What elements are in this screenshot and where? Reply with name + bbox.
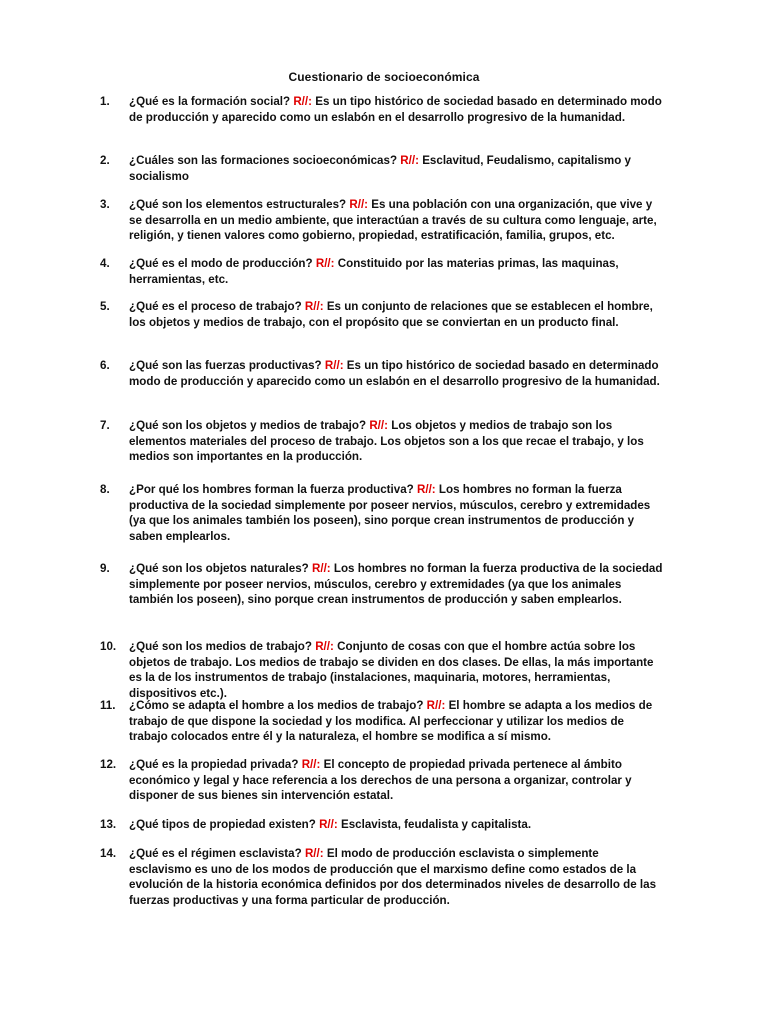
question-text: ¿Qué es el modo de producción? xyxy=(129,257,313,270)
answer-marker: R//: xyxy=(349,198,369,211)
question-number: 2. xyxy=(100,154,110,167)
question-number: 3. xyxy=(100,198,110,211)
answer-marker: R//: xyxy=(301,758,321,771)
question-item-6 xyxy=(102,358,664,389)
answer-marker: R//: xyxy=(400,154,419,167)
question-number: 4. xyxy=(100,257,110,270)
question-item-8 xyxy=(102,482,664,544)
question-number: 8. xyxy=(100,483,110,496)
question-text: ¿Por qué los hombres forman la fuerza productiva? xyxy=(129,483,414,496)
question-item-9 xyxy=(102,561,664,608)
question-text: ¿Qué son los medios de trabajo? xyxy=(129,640,312,653)
document-title: Cuestionario de socioeconómica xyxy=(288,70,480,84)
question-text: ¿Qué es el proceso de trabajo? xyxy=(129,300,302,313)
answer-text: El concepto de propiedad privada pertenece al ámbito económico y legal y hace referencia a los derechos de una persona a organizar, controlar y disponer de sus bienes sin intervención estatal. xyxy=(129,758,632,803)
answer-marker: R//: xyxy=(311,562,331,575)
answer-text: Es un tipo histórico de sociedad basado en determinado modo de producción y aparecido como un eslabón en el desarrollo progresivo de la humanidad. xyxy=(129,359,660,388)
question-item-12 xyxy=(102,757,664,804)
question-text: ¿Qué son los objetos naturales? xyxy=(129,562,309,575)
question-text: ¿Qué son los objetos y medios de trabajo? xyxy=(129,419,367,432)
question-number: 9. xyxy=(100,562,110,575)
question-item-1 xyxy=(102,94,664,125)
question-item-11 xyxy=(102,698,664,745)
question-number: 14. xyxy=(100,847,117,860)
answer-text: Esclavitud, Feudalismo, capitalismo y socialismo xyxy=(129,154,631,183)
question-item-10 xyxy=(102,639,664,701)
question-number: 11. xyxy=(100,699,116,712)
question-number: 1. xyxy=(100,95,110,108)
question-item-3 xyxy=(102,197,664,244)
answer-marker: R//: xyxy=(369,419,388,432)
question-number: 10. xyxy=(100,640,117,653)
question-item-14 xyxy=(102,846,664,908)
answer-text: Conjunto de cosas con que el hombre actúa sobre los objetos de trabajo. Los medios de trabajo se dividen en dos clases. De ellas, la más importante es la de los instrumentos de trabajo (instalaciones, maquinaria, motores, herramientas, dispositivos etc.). xyxy=(129,640,654,700)
answer-text: El hombre se adapta a los medios de trabajo de que dispone la sociedad y los modifica. Al perfeccionar y utilizar los medios de trabajo colocados entre él y la naturaleza, el hombre se modifica a sí mismo. xyxy=(129,699,653,744)
question-text: ¿Qué es el régimen esclavista? xyxy=(129,847,302,860)
question-item-4 xyxy=(102,256,664,287)
question-text: ¿Qué tipos de propiedad existen? xyxy=(129,818,316,831)
answer-marker: R//: xyxy=(304,847,324,860)
question-text: ¿Qué son los elementos estructurales? xyxy=(129,198,347,211)
question-text: ¿Qué es la formación social? xyxy=(129,95,291,108)
question-item-7 xyxy=(102,418,664,465)
answer-text: Es una población con una organización, que vive y se desarrolla en un medio ambiente, que interactúan a través de su cultura como lenguaje, arte, religión, y tienen valores como gobierno, propiedad, estratificación, familia, grupos, etc. xyxy=(129,198,657,243)
answer-text: Esclavista, feudalista y capitalista. xyxy=(340,818,532,831)
question-text: ¿Cómo se adapta el hombre a los medios de trabajo? xyxy=(129,699,424,712)
question-number: 13. xyxy=(100,818,117,831)
answer-marker: R//: xyxy=(426,699,446,712)
question-number: 12. xyxy=(100,758,117,771)
answer-text: Constituido por las materias primas, las maquinas, herramientas, etc. xyxy=(129,257,619,286)
question-text: ¿Qué son las fuerzas productivas? xyxy=(129,359,322,372)
question-text: ¿Qué es la propiedad privada? xyxy=(129,758,299,771)
answer-marker: R//: xyxy=(315,257,335,270)
answer-marker: R//: xyxy=(304,300,324,313)
answer-text: Los objetos y medios de trabajo son los elementos materiales del proceso de trabajo. Los objetos son a los que recae el trabajo, y los medios son importantes en la producción. xyxy=(129,419,644,464)
answer-text: Los hombres no forman la fuerza productiva de la sociedad simplemente por poseer nervios, músculos, cerebro y extremidades (ya que los animales también los poseen), sino porque crean instrumentos de producción y saben emplearlos. xyxy=(129,483,651,543)
answer-marker: R//: xyxy=(416,483,436,496)
answer-text: Es un tipo histórico de sociedad basado en determinado modo de producción y aparecido como un eslabón en el desarrollo progresivo de la humanidad. xyxy=(129,95,662,124)
question-number: 5. xyxy=(100,300,110,313)
question-number: 7. xyxy=(100,419,110,432)
answer-text: Los hombres no forman la fuerza productiva de la sociedad simplemente por poseer nervios, músculos, cerebro y extremidades (ya que los animales también los poseen), sino porque crean instrumentos de producción y saben emplearlos. xyxy=(129,562,663,607)
answer-marker: R//: xyxy=(293,95,312,108)
question-item-2 xyxy=(102,153,664,184)
answer-marker: R//: xyxy=(319,818,338,831)
question-text: ¿Cuáles son las formaciones socioeconómicas? xyxy=(129,154,398,167)
question-number: 6. xyxy=(100,359,110,372)
question-item-5 xyxy=(102,299,664,330)
answer-text: El modo de producción esclavista o simplemente esclavismo es uno de los modos de producción que el marxismo define como estados de la evolución de la historia económica definidos por dos determinados niveles de desarrollo de las fuerzas productivas y una forma particular de producción. xyxy=(129,847,657,907)
question-item-13 xyxy=(102,817,664,833)
answer-marker: R//: xyxy=(315,640,334,653)
answer-marker: R//: xyxy=(324,359,344,372)
answer-text: Es un conjunto de relaciones que se establecen el hombre, los objetos y medios de trabajo, con el propósito que se conviertan en un producto final. xyxy=(129,300,653,329)
